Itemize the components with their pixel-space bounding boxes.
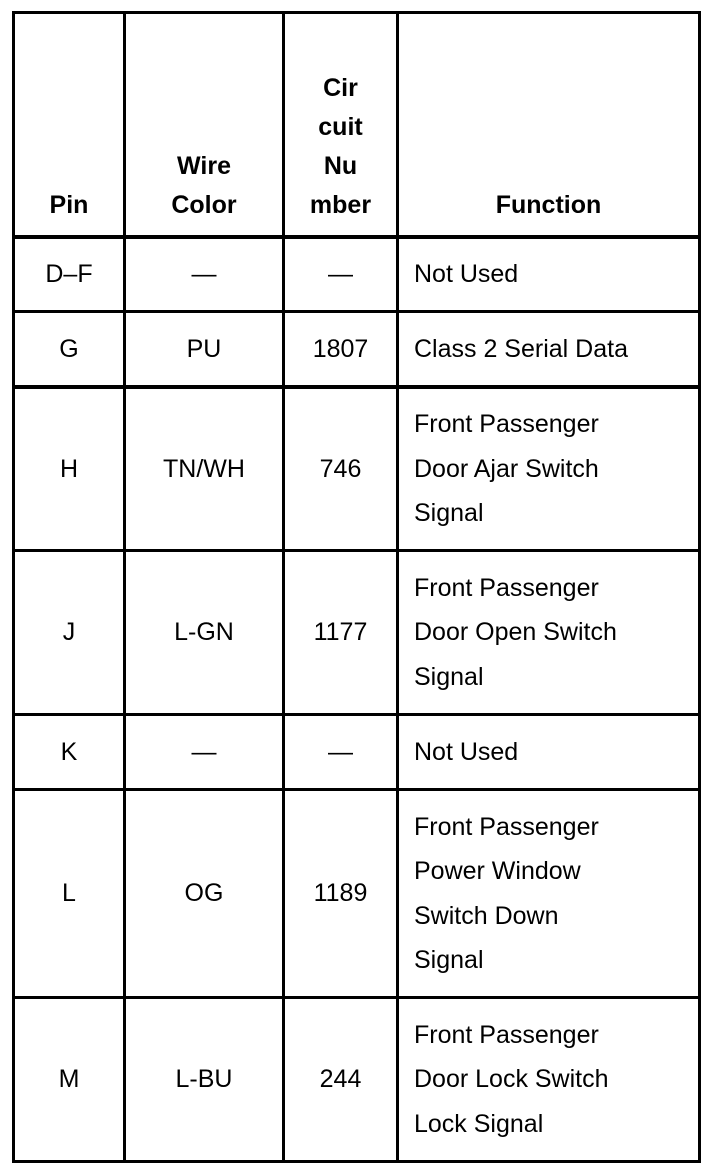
wire-color-cell: TN/WH (125, 387, 284, 551)
function-cell: Front Passenger Door Lock Switch Lock Signal (398, 998, 700, 1162)
pin-cell: G (14, 312, 125, 387)
header-circuit-number: Cir cuit Nu mber (284, 13, 398, 237)
header-pin: Pin (14, 13, 125, 237)
pin-cell: L (14, 790, 125, 998)
wire-color-cell: L-GN (125, 551, 284, 715)
function-cell: Front Passenger Power Window Switch Down Signal (398, 790, 700, 998)
table-row (14, 551, 700, 715)
header-row (14, 13, 700, 237)
table-row (14, 998, 700, 1162)
function-cell: Not Used (398, 715, 700, 790)
circuit-cell: 1189 (284, 790, 398, 998)
header-wire-color: Wire Color (125, 13, 284, 237)
pin-cell: H (14, 387, 125, 551)
table-row (14, 237, 700, 312)
function-cell: Front Passenger Door Open Switch Signal (398, 551, 700, 715)
table-row (14, 387, 700, 551)
pin-cell: J (14, 551, 125, 715)
function-cell: Not Used (398, 237, 700, 312)
wire-color-cell: OG (125, 790, 284, 998)
wire-color-cell: — (125, 715, 284, 790)
wire-color-cell: — (125, 237, 284, 312)
circuit-cell: 746 (284, 387, 398, 551)
header-function: Function (398, 13, 700, 237)
pin-cell: D–F (14, 237, 125, 312)
table-row (14, 312, 700, 387)
circuit-cell: 1807 (284, 312, 398, 387)
circuit-cell: — (284, 237, 398, 312)
pin-cell: M (14, 998, 125, 1162)
table-row (14, 715, 700, 790)
wire-color-cell: PU (125, 312, 284, 387)
wire-color-cell: L-BU (125, 998, 284, 1162)
circuit-cell: 244 (284, 998, 398, 1162)
circuit-cell: 1177 (284, 551, 398, 715)
pin-table (12, 11, 701, 1163)
function-cell: Class 2 Serial Data (398, 312, 700, 387)
table-row (14, 790, 700, 998)
circuit-cell: — (284, 715, 398, 790)
function-cell: Front Passenger Door Ajar Switch Signal (398, 387, 700, 551)
pin-cell: K (14, 715, 125, 790)
